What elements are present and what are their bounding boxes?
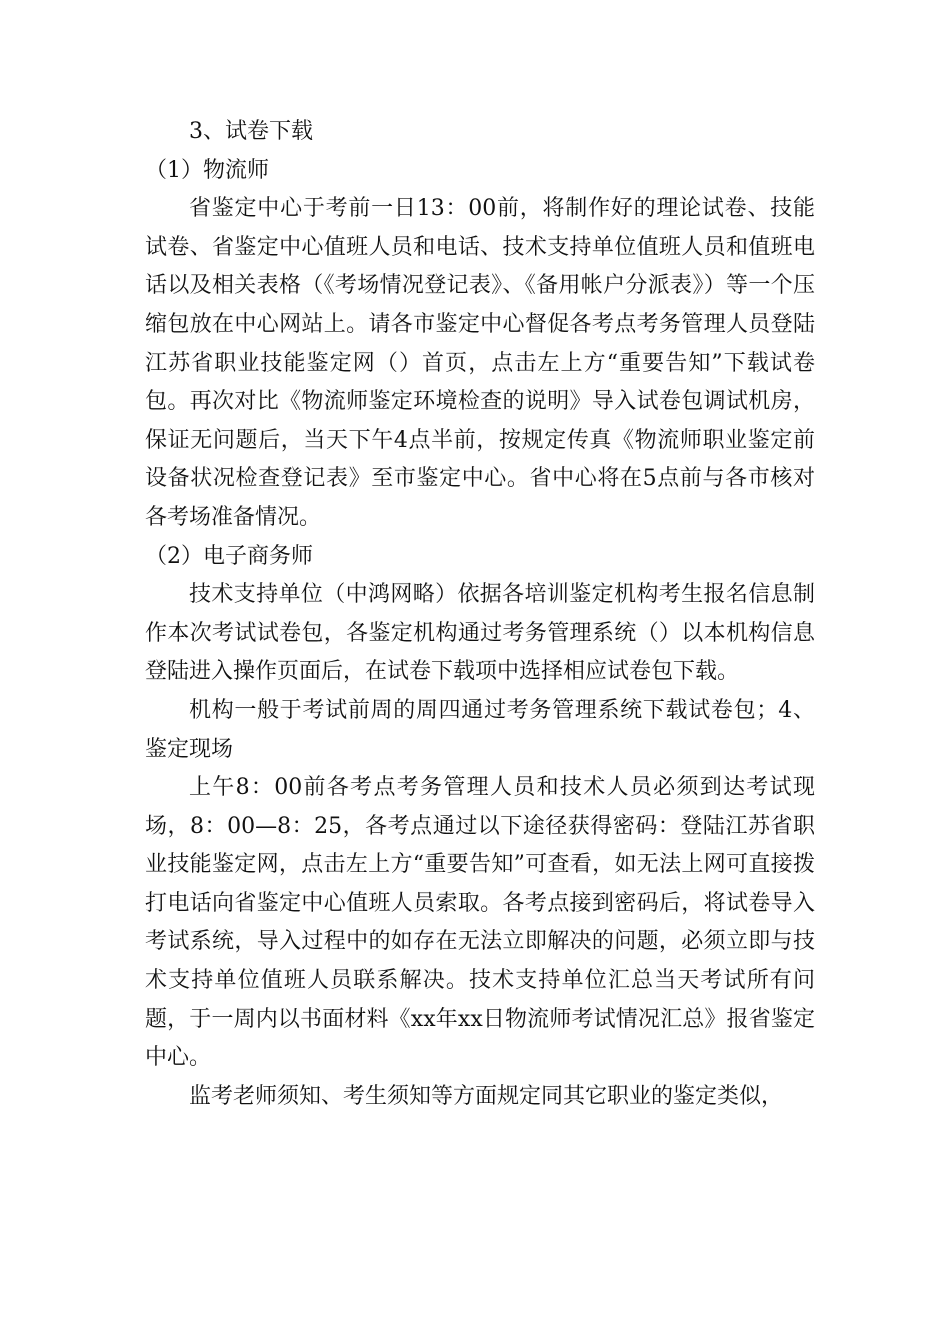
subsection-heading: （1）物流师 (145, 157, 269, 183)
paragraph: 省鉴定中心于考前一日13：00前，将制作好的理论试卷、技能试卷、省鉴定中心值班人员和电话、技术支持单位值班人员和值班电话以及相关表格（《考场情况登记表》、《备用帐户分派表》）等一个压缩包放在中心网站上。请各市鉴定中心督促各考点考务管理人员登陆江苏省职业技能鉴定网（）首页，点击左上方“重要告知”下载试卷包。再次对比《物流师鉴定环境检查的说明》导入试卷包调试机房，保证无问题后，当天下午4点半前，按规定传真《物流师职业鉴定前设备状况检查登记表》至市鉴定中心。省中心将在5点前与各市核对各考场准备情况。 (145, 196, 815, 530)
paragraph: 机构一般于考试前周的周四通过考务管理系统下载试卷包；4、鉴定现场 (145, 697, 815, 762)
paragraph: 上午8：00前各考点考务管理人员和技术人员必须到达考试现场，8：00—8：25，各考点通过以下途径获得密码：登陆江苏省职业技能鉴定网，点击左上方“重要告知”可查看，如无法上网可直接拨打电话向省鉴定中心值班人员索取。各考点接到密码后，将试卷导入考试系统，导入过程中的如存在无法立即解决的问题，必须立即与技术支持单位值班人员联系解决。技术支持单位汇总当天考试所有问题，于一周内以书面材料《xx年xx日物流师考试情况汇总》报省鉴定中心。 (145, 775, 815, 1071)
paragraph: 监考老师须知、考生须知等方面规定同其它职业的鉴定类似， (189, 1083, 784, 1109)
subsection-heading: （2）电子商务师 (145, 543, 313, 569)
paragraph: 技术支持单位（中鸿网略）依据各培训鉴定机构考生报名信息制作本次考试试卷包，各鉴定机构通过考务管理系统（）以本机构信息登陆进入操作页面后，在试卷下载项中选择相应试卷包下载。 (145, 582, 815, 685)
section-heading: 3、试卷下载 (189, 119, 313, 144)
document-body (145, 113, 815, 1116)
